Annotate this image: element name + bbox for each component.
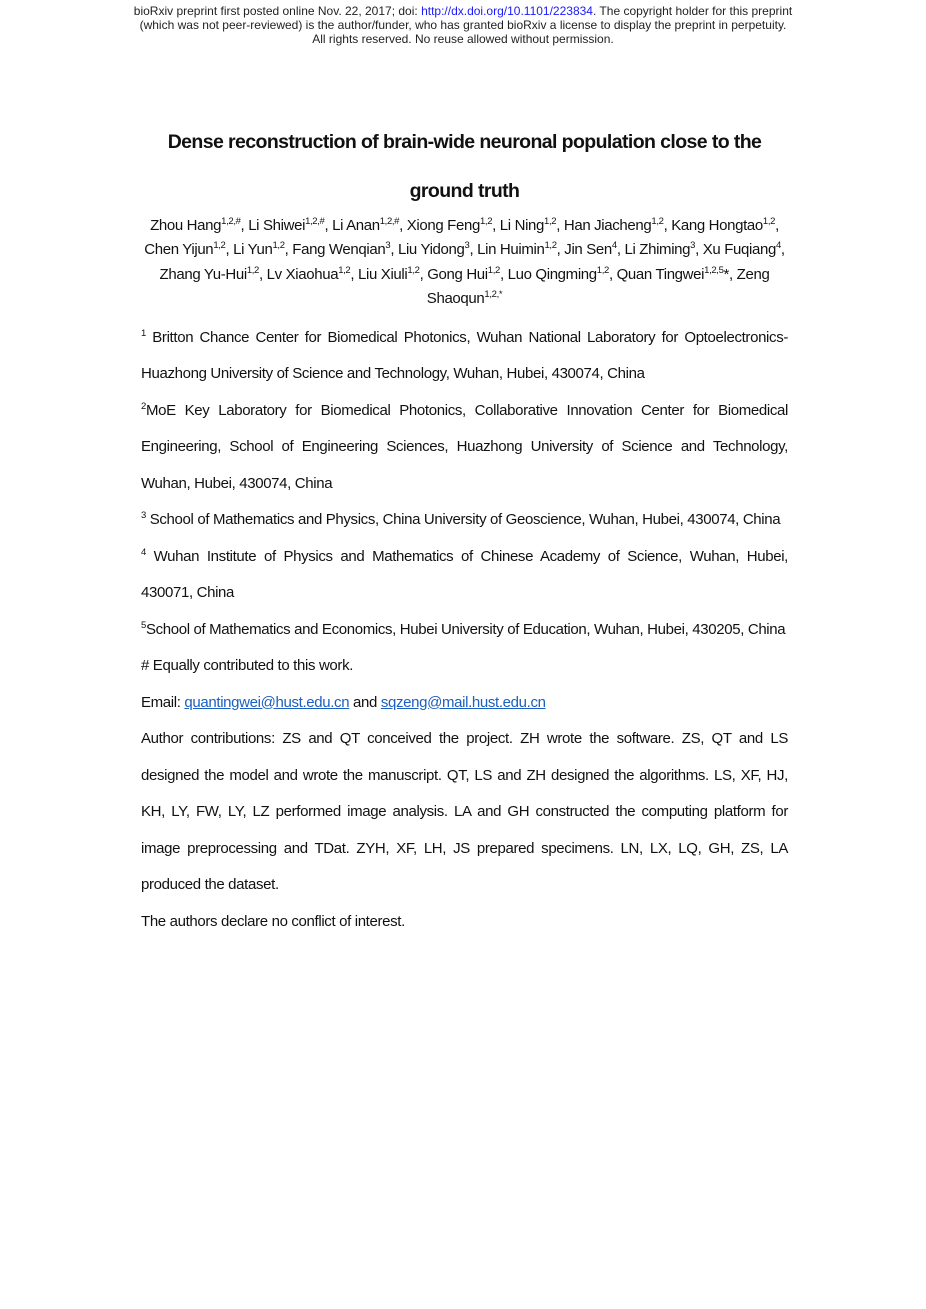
author: Gong Hui$^{1,2}$, [427,264,508,283]
author-list [141,214,788,312]
affiliation: $^3$ School of Mathematics and Physics, China University of Geoscience, Wuhan, Hubei, 430074, China [141,510,781,529]
author: Xu Fuqiang$^4$, [702,240,785,259]
author: Quan Tingwei$^{1,2,5}$*, [616,264,737,283]
author: Kang Hongtao$^{1,2}$, [671,216,779,234]
header-line-3: All rights reserved. No reuse allowed without permission. [312,32,614,46]
author: Lin Huimin$^{1,2}$, [477,240,565,259]
author: Lv Xiaohua$^{1,2}$, [266,264,358,283]
header-line-2: (which was not peer-reviewed) is the author/funder, who has granted bioRxiv a license to display the preprint in perpetuity. [139,18,787,32]
author: Liu Xiuli$^{1,2}$, [358,264,428,283]
header-line-1: bioRxiv preprint first posted online Nov. 22, 2017; doi: http://dx.doi.org/10.1101/223834. The copyright holder for this preprint [133,4,793,18]
author: Zhang Yu-Hui$^{1,2}$, [159,264,267,283]
title-line-2: ground truth [409,180,520,202]
affiliations [141,320,788,649]
conflict-statement: The authors declare no conflict of interest. [141,912,405,930]
author: Li Ning$^{1,2}$, [499,216,564,234]
author: Li Yun$^{1,2}$, [233,240,293,259]
affiliation: $^4$ Wuhan Institute of Physics and Mathematics of Chinese Academy of Science, Wuhan, Hubei, 430071, China [141,546,788,602]
paper-title [141,118,788,216]
author: Luo Qingming$^{1,2}$, [507,264,617,283]
email-link-quan[interactable]: quantingwei@hust.edu.cn [184,693,350,711]
author: Li Shiwei$^{1,2,\#}$, [248,216,333,234]
author: Fang Wenqian$^3$, [292,240,398,259]
affiliation: $^1$ Britton Chance Center for Biomedical Photonics, Wuhan National Laboratory for Optoelectronics-Huazhong University of Science and Technology, Wuhan, Hubei, 430074, China [141,327,788,383]
author: Li Zhiming$^3$, [624,240,703,259]
author-contributions: Author contributions: ZS and QT conceived the project. ZH wrote the software. ZS, QT and LS designed the model and wrote the manuscript. QT, LS and ZH designed the algorithms. LS, XF, HJ, KH, LY, FW, LY, LZ performed image analysis. LA and GH constructed the computing platform for image preprocessing and TDat. ZYH, XF, LH, JS prepared specimens. LN, LX, LQ, GH, ZS, LA produced the dataset. [141,730,788,894]
title-line-1: Dense reconstruction of brain-wide neuronal population close to the [167,131,762,153]
author: Jin Sen$^4$, [564,240,625,259]
affiliation: $^5$School of Mathematics and Economics, Hubei University of Education, Wuhan, Hubei, 430205, China [141,619,786,638]
email-line: Email: quantingwei@hust.edu.cn and sqzeng@mail.hust.edu.cn [141,693,546,711]
affiliation: $^2$MoE Key Laboratory for Biomedical Photonics, Collaborative Innovation Center for Biomedical Engineering, School of Engineering Sciences, Huazhong University of Science and Technology, Wuhan, Hubei, 430074, China [141,400,788,492]
doi-link[interactable]: http://dx.doi.org/10.1101/223834 [421,4,593,18]
author: Zhou Hang$^{1,2,\#}$, [150,216,249,234]
author: Li Anan$^{1,2,\#}$, [332,216,407,234]
equal-contribution-note: # Equally contributed to this work. [141,657,354,675]
preprint-header [0,4,926,46]
paper-page [141,118,788,940]
author: Zeng Shaoqun$^{1,2,*}$ [426,265,770,308]
author: Xiong Feng$^{1,2}$, [406,216,500,234]
author: Chen Yijun$^{1,2}$, [144,240,234,259]
author: Han Jiacheng$^{1,2}$, [563,216,672,234]
author: Liu Yidong$^3$, [397,240,478,259]
email-link-zeng[interactable]: sqzeng@mail.hust.edu.cn [380,693,546,711]
